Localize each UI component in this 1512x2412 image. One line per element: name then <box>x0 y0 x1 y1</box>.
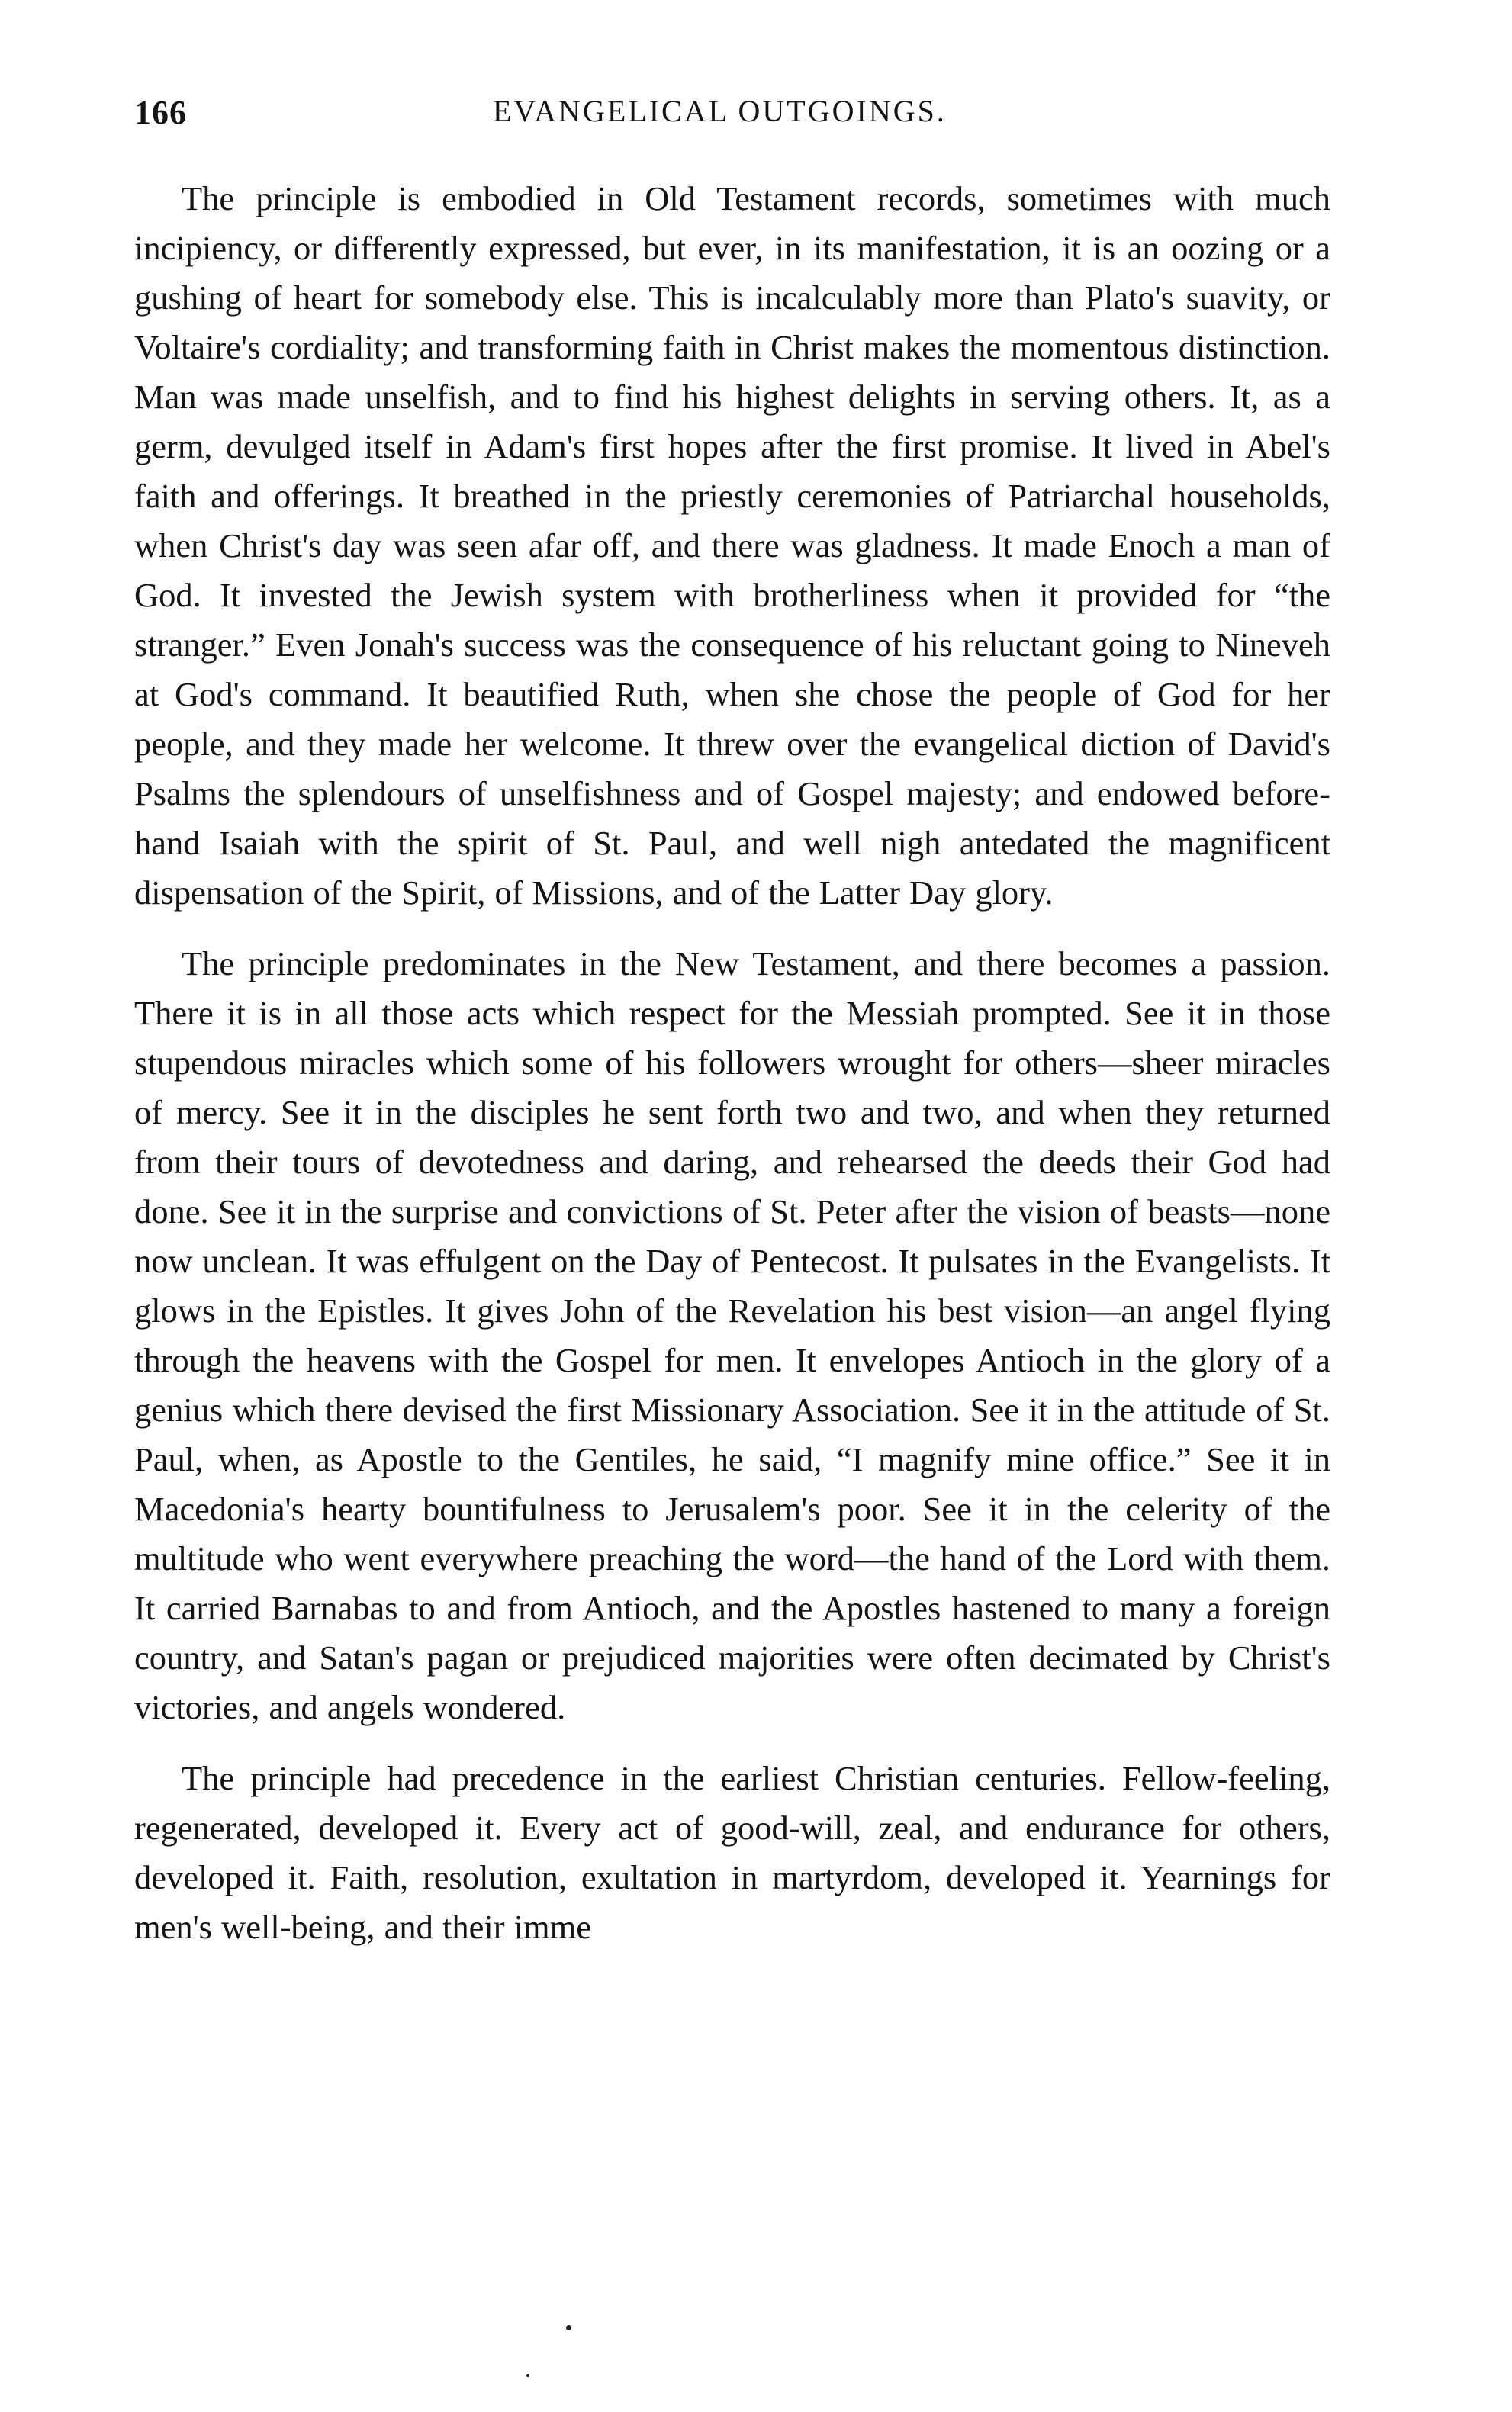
running-head: EVANGELICAL OUTGOINGS. <box>493 94 947 128</box>
page-number: 166 <box>134 94 187 131</box>
paragraph-christian-centuries: The principle had precedence in the earliest Christian centuries. Fellow-feeling, regenerated, developed it. Every act of good-will, zeal, and endurance for others, developed it. Faith, resolution, exultation in martyrdom, developed it. Yearnings for men's well-being, and their imme <box>134 1759 1330 1946</box>
body-text <box>134 174 1330 1952</box>
paragraph-old-testament: The principle is embodied in Old Testament records, sometimes with much incipiency, or differently expressed, but ever, in its manifestation, it is an oozing or a gushing of heart for somebody else. This is incalculably more than Plato's suavity, or Voltaire's cordiality; and transforming faith in Christ makes the momentous distinction. Man was made unselfish, and to find his highest delights in serving others. It, as a germ, devulged itself in Adam's first hopes after the first promise. It lived in Abel's faith and offerings. It breathed in the priestly ceremonies of Patriarchal households, when Christ's day was seen afar off, and there was gladness. It made Enoch a man of God. It invested the Jewish system with brotherliness when it provided for “the stranger.” Even Jonah's success was the consequence of his reluctant going to Nineveh at God's command. It beautified Ruth, when she chose the people of God for her people, and they made her welcome. It threw over the evangelical diction of David's Psalms the splendours of unselfishness and of Gospel majesty; and endowed before-hand Isaiah with the spirit of St. Paul, and well nigh antedated the magnificent dispensation of the Spirit, of Missions, and of the Latter Day glory. <box>134 179 1330 912</box>
ink-speck <box>566 2325 571 2330</box>
ink-speck <box>526 2374 529 2377</box>
page-header <box>134 93 1330 139</box>
paragraph-new-testament: The principle predominates in the New Testament, and there becomes a passion. There it is in all those acts which respect for the Messiah prompted. See it in those stupendous miracles which some of his followers wrought for others—sheer miracles of mercy. See it in the disciples he sent forth two and two, and when they returned from their tours of devotedness and daring, and rehearsed the deeds their God had done. See it in the surprise and convictions of St. Peter after the vision of beasts—none now unclean. It was effulgent on the Day of Pentecost. It pulsates in the Evangelists. It glows in the Epistles. It gives John of the Revelation his best vision—an angel flying through the heavens with the Gospel for men. It envelopes Antioch in the glory of a genius which there devised the first Missionary Association. See it in the attitude of St. Paul, when, as Apostle to the Gentiles, he said, “I magnify mine office.” See it in Macedonia's hearty bountifulness to Jerusalem's poor. See it in the celerity of the multitude who went everywhere preaching the word—the hand of the Lord with them. It carried Barnabas to and from Antioch, and the Apostles hastened to many a foreign country, and Satan's pagan or prejudiced majorities were often decimated by Christ's victories, and angels wondered. <box>134 944 1330 1726</box>
